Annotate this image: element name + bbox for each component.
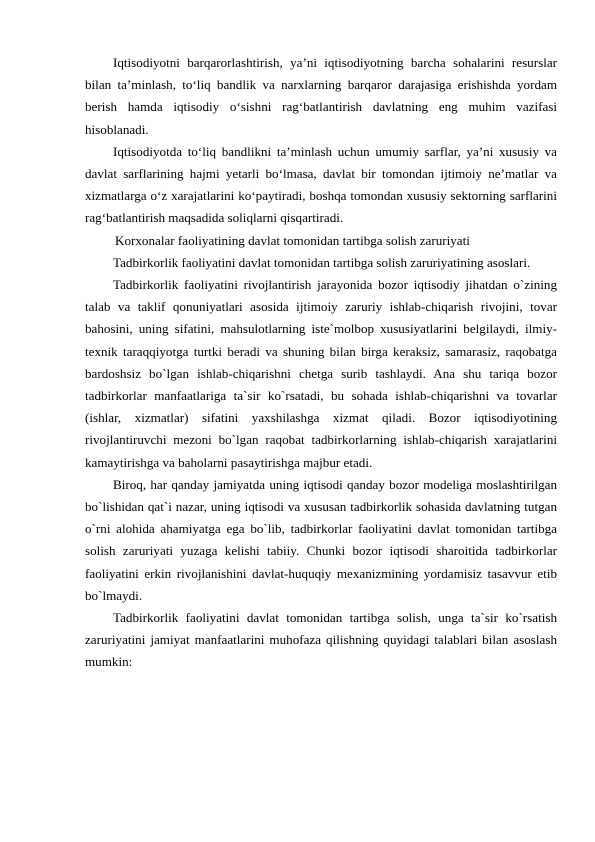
paragraph-requirements: Tadbirkorlik faoliyatini davlat tomonidan tartibga solish, unga ta`sir ko`rsatish zaruriyatini jamiyat manfaatlarini muhofaza qilishning quyidagi talablari bilan asoslash mumkin: — [85, 610, 557, 670]
document-body — [85, 52, 557, 674]
paragraph-stabilization: Iqtisodiyotni barqarorlashtirish, ya’ni iqtisodiyotning barcha sohalarini resurslar bilan ta’minlash, to‘liq bandlik va narxlarning barqaror darajasiga erishishda yordam berish hamda iqtisodiy o‘sishni rag‘batlantirish davlatning eng muhim vazifasi hisoblanadi. — [85, 55, 557, 137]
paragraph-full-employment: Iqtisodiyotda to‘liq bandlikni ta’minlash uchun umumiy sarflar, ya’ni xususiy va davlat sarflarining hajmi yetarli bo‘lmasa, davlat bir tomondan ijtimoiy ne’matlar va xizmatlarga o‘z xarajatlarini ko‘paytiradi, boshqa tomondan xususiy sektorning sarflarini rag‘batlantirish maqsadida soliqlarni qisqartiradi. — [85, 143, 557, 226]
paragraph-regulation-basis: Tadbirkorlik faoliyatini davlat tomonidan tartibga solish zaruriyatining asoslari. — [113, 254, 531, 270]
paragraph-market-role: Tadbirkorlik faoliyatini rivojlantirish jarayonida bozor iqtisodiy jihatdan o`zining talab va taklif qonuniyatlari asosida ijtimoiy zaruriy ishlab-chiqarish rivojini, tovar bahosini, uning sifatini, mahsulotlarning iste`molbop xususiyatlarini belgilaydi, ilmiy-texnik taraqqiyotga turtki beradi va shuning bilan birga keraksiz, samarasiz, raqobatga bardoshsiz bo`lgan ishlab-chiqarishni chetga surib tashlaydi. Ana shu tariqa bozor tadbirkorlar manfaatlariga ta`sir ko`rsatadi, bu sohada ishlab-chiqarishni va tovarlar (ishlar, xizmatlar) sifatini yaxshilashga xizmat qiladi. Bozor iqtisodiyotining rivojlantiruvchi mezoni bo`lgan raqobat tadbirkorlarning ishlab-chiqarish xarajatlarini kamaytirishga va baholarni pasaytirishga majbur etadi. — [85, 277, 557, 470]
section-heading: Korxonalar faoliyatining davlat tomonidan tartibga solish zaruriyati — [115, 232, 470, 248]
paragraph-state-role: Biroq, har qanday jamiyatda uning iqtisodi qanday bozor modeliga moslashtirilgan bo`lishidan qat`i nazar, uning iqtisodi va xususan tadbirkorlik sohasida davlatning tutgan o`rni alohida ahamiyatga ega bo`lib, tadbirkorlar faoliyatini davlat tomonidan tartibga solish zaruriyati yuzaga kelishi tabiiy. Chunki bozor iqtisodi sharoitida tadbirkorlar faoliyatini erkin rivojlanishini davlat-huquqiy mexanizmining yordamisiz tasavvur etib bo`lmaydi. — [85, 476, 557, 603]
